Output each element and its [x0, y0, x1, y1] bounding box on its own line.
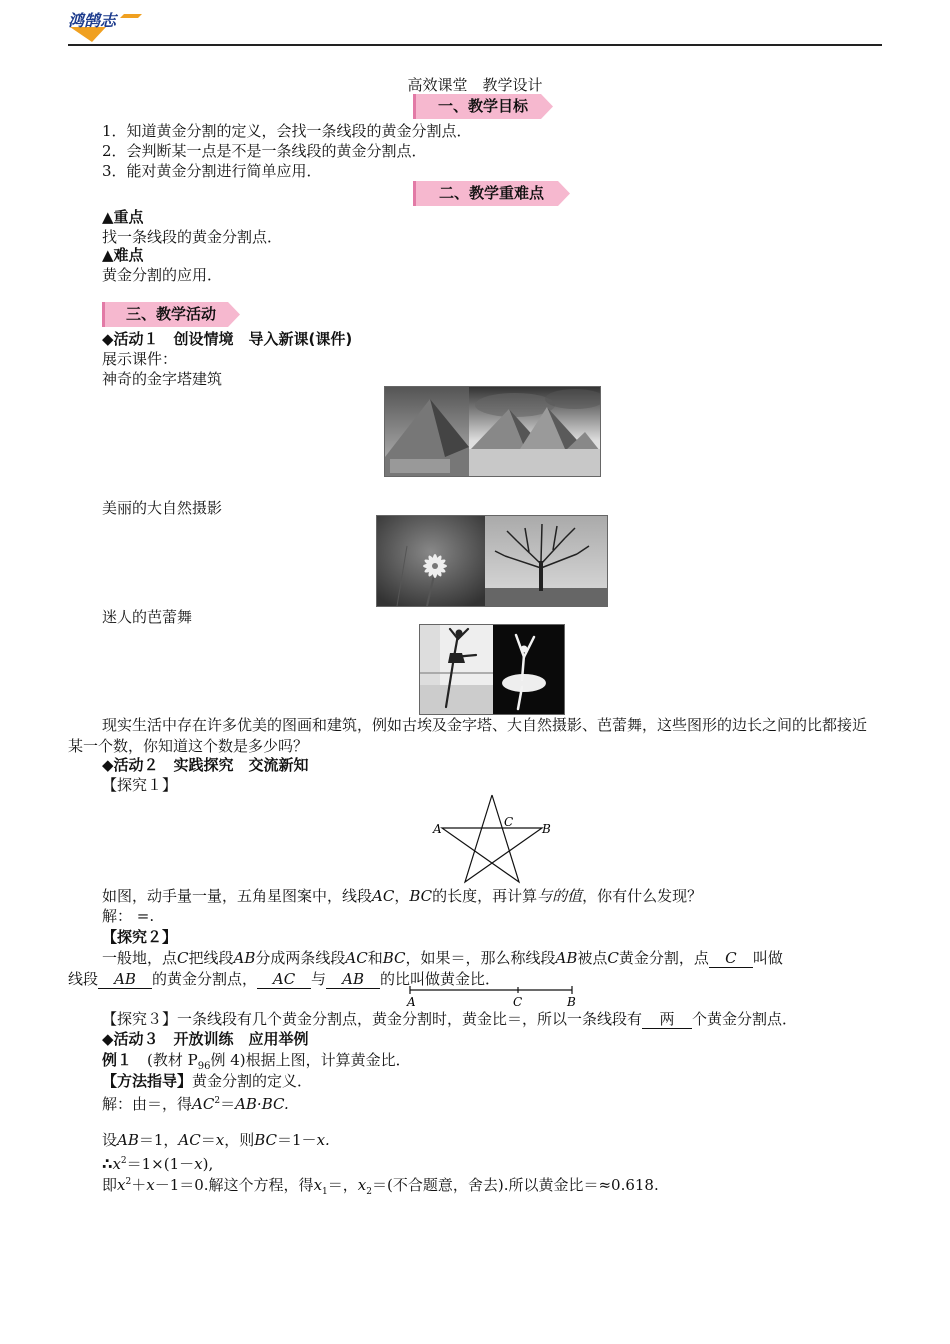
star-label-c: C — [504, 815, 514, 829]
caption-ballet: 迷人的芭蕾舞 — [102, 608, 193, 626]
text: . — [325, 1131, 330, 1149]
caption-nature: 美丽的大自然摄影 — [102, 499, 223, 517]
var: x — [313, 1176, 323, 1194]
text: ，如果＝，那么称线段 — [405, 949, 556, 967]
var: AB — [117, 1131, 139, 1149]
activity2-heading: ◆活动２ 实践探究 交流新知 — [102, 756, 309, 774]
q1-mid: 的长度，再计算 — [432, 887, 538, 905]
star-label-b: B — [542, 822, 551, 836]
text: 设 — [102, 1131, 118, 1149]
sub: 1 — [322, 1187, 328, 1197]
text: 的比叫做黄金比． — [380, 970, 501, 988]
method-text: 黄金分割的定义． — [192, 1072, 313, 1090]
var: C — [177, 949, 189, 967]
method-label: 【方法指导】 — [102, 1072, 193, 1090]
seg-label-a: A — [407, 995, 416, 1008]
answer-blank: C — [709, 950, 753, 968]
section-banner-goals — [413, 94, 553, 119]
var: AC — [345, 949, 368, 967]
var: x — [316, 1131, 326, 1149]
explore1-answer: 解： =. — [102, 907, 155, 925]
explore3-label: 【探究３】 — [102, 1010, 178, 1028]
focus-label: ▲重点 — [102, 208, 144, 226]
text: 与 — [311, 970, 327, 988]
explore2-line1 — [102, 948, 783, 968]
answer-blank: AB — [326, 971, 380, 989]
exp: 2 — [120, 1156, 127, 1166]
answer-blank: AB — [98, 971, 152, 989]
activity3-heading: ◆活动３ 开放训练 应用举例 — [102, 1030, 309, 1048]
var: BC — [254, 1131, 278, 1149]
solution-line4 — [102, 1172, 659, 1202]
ballet-photo — [419, 624, 565, 715]
text: 分成两条线段 — [255, 949, 346, 967]
caption-pyramids: 神奇的金字塔建筑 — [102, 370, 223, 388]
text: ＝， — [327, 1176, 358, 1194]
text: ＝1－ — [277, 1131, 317, 1149]
text: 把线段 — [188, 949, 234, 967]
method-line — [102, 1071, 312, 1091]
header-rule — [68, 44, 882, 46]
var: AB — [555, 949, 578, 967]
q1-sep: ， — [394, 887, 410, 905]
text: 被点 — [577, 949, 608, 967]
difficulty-label: ▲难点 — [102, 246, 144, 264]
seg-label-b: B — [567, 995, 576, 1008]
svg-text:鸿鹄志: 鸿鹄志 — [68, 11, 117, 30]
solution-line2 — [102, 1130, 330, 1150]
text: 解：由＝，得 — [102, 1095, 193, 1113]
var: BC — [382, 949, 406, 967]
text: . — [283, 1095, 289, 1113]
var: x — [112, 1155, 121, 1173]
goal-item: 3．能对黄金分割进行简单应用． — [102, 162, 322, 180]
section-banner-key — [413, 181, 570, 206]
goal-item: 1．知道黄金分割的定义，会找一条线段的黄金分割点． — [102, 122, 472, 140]
text: ＝(不合题意，舍去).所以黄金比＝≈0.618. — [371, 1176, 659, 1194]
page-sub: 96 — [197, 1061, 211, 1072]
therefore: ∴ — [102, 1155, 113, 1173]
var: x — [194, 1155, 203, 1173]
segment-figure — [402, 984, 582, 1008]
q1-ratio: 与的值 — [537, 887, 583, 905]
text: (教材 P — [147, 1051, 198, 1069]
q1-text: 如图，动手量一量，五角星图案中，线段 — [102, 887, 373, 905]
exp: 2 — [214, 1096, 221, 1106]
explore1-question — [102, 886, 702, 906]
text: －1＝0.解这个方程，得 — [154, 1176, 314, 1194]
focus-text: 找一条线段的黄金分割点． — [102, 228, 283, 246]
section-banner-activities — [102, 302, 240, 327]
answer-blank: AC — [257, 971, 311, 989]
seg-label-c: C — [513, 995, 523, 1008]
var: AB·BC — [235, 1095, 284, 1113]
text: 黄金分割，点 — [618, 949, 709, 967]
pyramid-photo — [384, 386, 601, 477]
answer-blank: 两 — [642, 1011, 692, 1029]
text: 一条线段有几个黄金分割点，黄金分割时，黄金比＝，所以一条线段有 — [177, 1010, 643, 1028]
var: AC — [192, 1095, 215, 1113]
explore2-label: 【探究２】 — [102, 928, 178, 946]
section-title-key: 二、教学重难点 — [438, 184, 544, 202]
text: 线段 — [68, 970, 99, 988]
goal-item: 2．会判断某一点是不是一条线段的黄金分割点． — [102, 142, 427, 160]
pentagram-figure — [428, 790, 558, 886]
var: x — [146, 1176, 155, 1194]
exp: 2 — [125, 1177, 132, 1187]
explore1-label: 【探究１】 — [102, 776, 178, 794]
var: x — [215, 1131, 225, 1149]
text: 例 4)根据上图，计算黄金比． — [210, 1051, 411, 1069]
q1-ac: AC — [372, 887, 395, 905]
var: AB — [233, 949, 256, 967]
var: C — [607, 949, 619, 967]
q1-bc: BC — [409, 887, 433, 905]
solution-line1 — [102, 1091, 289, 1114]
text: ＋ — [131, 1176, 147, 1194]
text: 的黄金分割点， — [152, 970, 258, 988]
q1-post: ，你有什么发现？ — [582, 887, 703, 905]
text: 个黄金分割点． — [692, 1010, 798, 1028]
text: ，则 — [224, 1131, 255, 1149]
activity1-paragraph: 现实生活中存在许多优美的图画和建筑，例如古埃及金字塔、大自然摄影、芭蕾舞，这些图形的边长之间的比都接近某一个数，你知道这个数是多少吗？ — [68, 716, 868, 755]
section-title-goals: 一、教学目标 — [437, 97, 528, 115]
text: 叫做 — [752, 949, 783, 967]
nature-photo — [376, 515, 608, 607]
section-title-activities: 三、教学活动 — [125, 305, 216, 323]
brand-logo — [68, 10, 143, 44]
text: ＝1×(1－ — [126, 1155, 195, 1173]
solution-line3 — [102, 1151, 213, 1174]
var: AC — [178, 1131, 201, 1149]
explore3-line — [102, 1009, 797, 1029]
var: x — [357, 1176, 367, 1194]
star-label-a: A — [433, 822, 442, 836]
text: 和 — [367, 949, 383, 967]
sub: 2 — [366, 1187, 372, 1197]
text: ), — [202, 1155, 214, 1173]
activity1-intro: 展示课件： — [102, 350, 178, 368]
var: x — [117, 1176, 126, 1194]
example-label: 例１ — [102, 1051, 133, 1069]
text: ＝ — [220, 1095, 236, 1113]
difficulty-text: 黄金分割的应用． — [102, 266, 223, 284]
text: ＝ — [200, 1131, 216, 1149]
activity1-heading: ◆活动１ 创设情境 导入新课(课件) — [102, 330, 353, 348]
page-title: 高效课堂 教学设计 — [407, 76, 543, 94]
text: 即 — [102, 1176, 118, 1194]
text: ＝1， — [138, 1131, 179, 1149]
text: 一般地，点 — [102, 949, 178, 967]
